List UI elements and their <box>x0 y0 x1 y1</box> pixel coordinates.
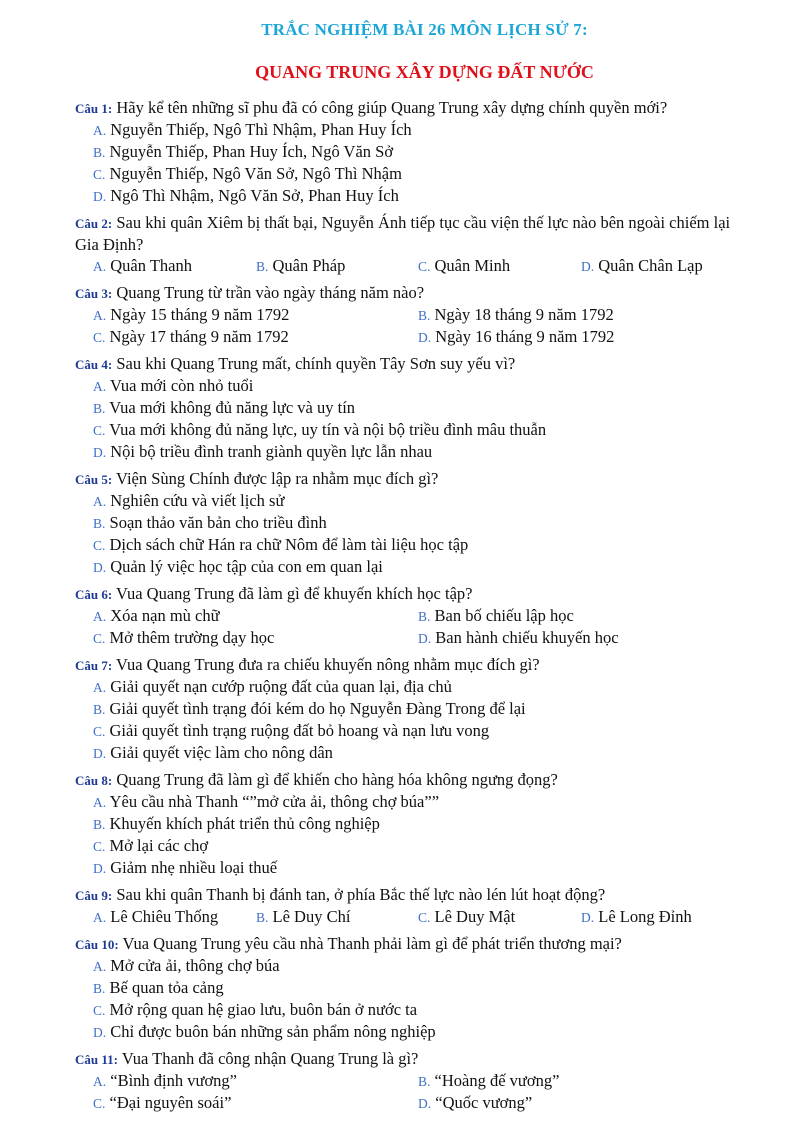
option-d: D. Quản lý việc học tập của con em quan lại <box>93 557 383 576</box>
option-c: C. Ngày 17 tháng 9 năm 1792 <box>93 327 289 346</box>
question-text: Vua Thanh đã công nhận Quang Trung là gì? <box>121 1049 419 1068</box>
question-label: Câu 2: <box>75 216 113 231</box>
question-label: Câu 1: <box>75 101 113 116</box>
option-c: C. “Đại nguyên soái” <box>93 1093 232 1112</box>
question-3 <box>75 282 754 304</box>
question-label: Câu 6: <box>75 587 113 602</box>
question-text: Quang Trung đã làm gì để khiến cho hàng hóa không ngưng đọng? <box>116 770 558 789</box>
question-label: Câu 3: <box>75 286 113 301</box>
question-10 <box>75 933 754 955</box>
option-c: C. Quân Minh <box>418 256 511 275</box>
option-a: A. “Bình định vương” <box>93 1071 237 1090</box>
question-11-options <box>75 1070 754 1114</box>
question-7-options <box>75 676 754 764</box>
option-c: C. Giải quyết tình trạng ruộng đất bỏ hoang và nạn lưu vong <box>93 721 490 740</box>
option-c: C. Vua mới không đủ năng lực, uy tín và nội bộ triều đình mâu thuẫn <box>93 420 547 439</box>
option-a: A. Vua mới còn nhỏ tuổi <box>93 376 254 395</box>
question-label: Câu 11: <box>75 1052 118 1067</box>
question-6 <box>75 583 754 605</box>
question-5-options <box>75 490 754 578</box>
option-d: D. Giảm nhẹ nhiều loại thuế <box>93 858 278 877</box>
question-text: Vua Quang Trung yêu cầu nhà Thanh phải làm gì để phát triển thương mại? <box>122 934 622 953</box>
option-a: A. Giải quyết nạn cướp ruộng đất của quan lại, địa chủ <box>93 677 452 696</box>
option-d: D. Nội bộ triều đình tranh giành quyền lực lẫn nhau <box>93 442 433 461</box>
option-b: B. Giải quyết tình trạng đói kém do họ Nguyễn Đàng Trong để lại <box>93 699 526 718</box>
option-a: A. Quân Thanh <box>93 256 192 275</box>
option-b: B. “Hoàng đế vương” <box>418 1071 560 1090</box>
question-7 <box>75 654 754 676</box>
question-text: Viện Sùng Chính được lập ra nhằm mục đích gì? <box>116 469 439 488</box>
question-text: Quang Trung từ trần vào ngày tháng năm nào? <box>116 283 425 302</box>
option-b: B. Ngày 18 tháng 9 năm 1792 <box>418 305 614 324</box>
question-11 <box>75 1048 754 1070</box>
option-d: D. Lê Long Đỉnh <box>581 907 692 926</box>
question-4 <box>75 353 754 375</box>
question-label: Câu 9: <box>75 888 113 903</box>
question-9 <box>75 884 754 906</box>
question-6-options <box>75 605 754 649</box>
option-c: C. Nguyễn Thiếp, Ngô Văn Sở, Ngô Thì Nhậm <box>93 164 402 183</box>
question-label: Câu 5: <box>75 472 113 487</box>
question-text: Vua Quang Trung đưa ra chiếu khuyến nông nhằm mục đích gì? <box>116 655 540 674</box>
option-a: A. Ngày 15 tháng 9 năm 1792 <box>93 305 290 324</box>
option-c: C. Lê Duy Mật <box>418 907 516 926</box>
option-d: D. Ngô Thì Nhậm, Ngô Văn Sở, Phan Huy Ích <box>93 186 399 205</box>
option-d: D. Ban hành chiếu khuyến học <box>418 628 619 647</box>
option-c: C. Mở lại các chợ <box>93 836 209 855</box>
option-b: B. Nguyễn Thiếp, Phan Huy Ích, Ngô Văn Sở <box>93 142 394 161</box>
question-label: Câu 4: <box>75 357 113 372</box>
question-label: Câu 7: <box>75 658 113 673</box>
question-text: Sau khi quân Thanh bị đánh tan, ở phía Bắc thế lực nào lén lút hoạt động? <box>116 885 606 904</box>
question-4-options <box>75 375 754 463</box>
option-d: D. Quân Chân Lạp <box>581 256 703 275</box>
option-b: B. Bế quan tỏa cảng <box>93 978 224 997</box>
option-a: A. Xóa nạn mù chữ <box>93 606 220 625</box>
document-title: TRẮC NGHIỆM BÀI 26 MÔN LỊCH SỬ 7: <box>261 20 588 39</box>
option-d: D. Ngày 16 tháng 9 năm 1792 <box>418 327 615 346</box>
question-text: Sau khi Quang Trung mất, chính quyền Tây Sơn suy yếu vì? <box>116 354 516 373</box>
option-c: C. Mở thêm trường dạy học <box>93 628 275 647</box>
question-text: Vua Quang Trung đã làm gì để khuyến khích học tập? <box>116 584 473 603</box>
option-b: B. Khuyến khích phát triển thủ công nghiệp <box>93 814 380 833</box>
option-b: B. Ban bố chiếu lập học <box>418 606 574 625</box>
question-3-options <box>75 304 754 348</box>
option-c: C. Dịch sách chữ Hán ra chữ Nôm để làm tài liệu học tập <box>93 535 469 554</box>
question-9-options <box>75 906 754 928</box>
question-10-options <box>75 955 754 1043</box>
question-text: Sau khi quân Xiêm bị thất bại, Nguyễn Ánh tiếp tục cầu viện thế lực nào bên ngoài chiếm lại Gia Định? <box>75 213 731 254</box>
question-5 <box>75 468 754 490</box>
question-label: Câu 10: <box>75 937 119 952</box>
option-a: A. Lê Chiêu Thống <box>93 907 219 926</box>
option-a: A. Mở cửa ải, thông chợ búa <box>93 956 280 975</box>
option-a: A. Yêu cầu nhà Thanh “”mở cửa ải, thông chợ búa”” <box>93 792 440 811</box>
question-text: Hãy kể tên những sĩ phu đã có công giúp Quang Trung xây dựng chính quyền mới? <box>116 98 668 117</box>
question-1-options <box>75 119 754 207</box>
option-b: B. Vua mới không đủ năng lực và uy tín <box>93 398 356 417</box>
option-d: D. Chỉ được buôn bán những sản phẩm nông nghiệp <box>93 1022 436 1041</box>
question-8-options <box>75 791 754 879</box>
option-a: A. Nghiên cứu và viết lịch sử <box>93 491 285 510</box>
question-8 <box>75 769 754 791</box>
option-b: B. Soạn thảo văn bản cho triều đình <box>93 513 327 532</box>
option-b: B. Lê Duy Chí <box>256 907 351 926</box>
option-c: C. Mở rộng quan hệ giao lưu, buôn bán ở nước ta <box>93 1000 418 1019</box>
option-a: A. Nguyễn Thiếp, Ngô Thì Nhậm, Phan Huy Ích <box>93 120 412 139</box>
question-2 <box>75 212 754 255</box>
question-label: Câu 8: <box>75 773 113 788</box>
option-d: D. “Quốc vương” <box>418 1093 533 1112</box>
question-1 <box>75 97 754 119</box>
document-subtitle: QUANG TRUNG XÂY DỰNG ĐẤT NƯỚC <box>255 62 594 82</box>
option-d: D. Giải quyết việc làm cho nông dân <box>93 743 333 762</box>
option-b: B. Quân Pháp <box>256 256 346 275</box>
question-2-options <box>75 255 754 277</box>
